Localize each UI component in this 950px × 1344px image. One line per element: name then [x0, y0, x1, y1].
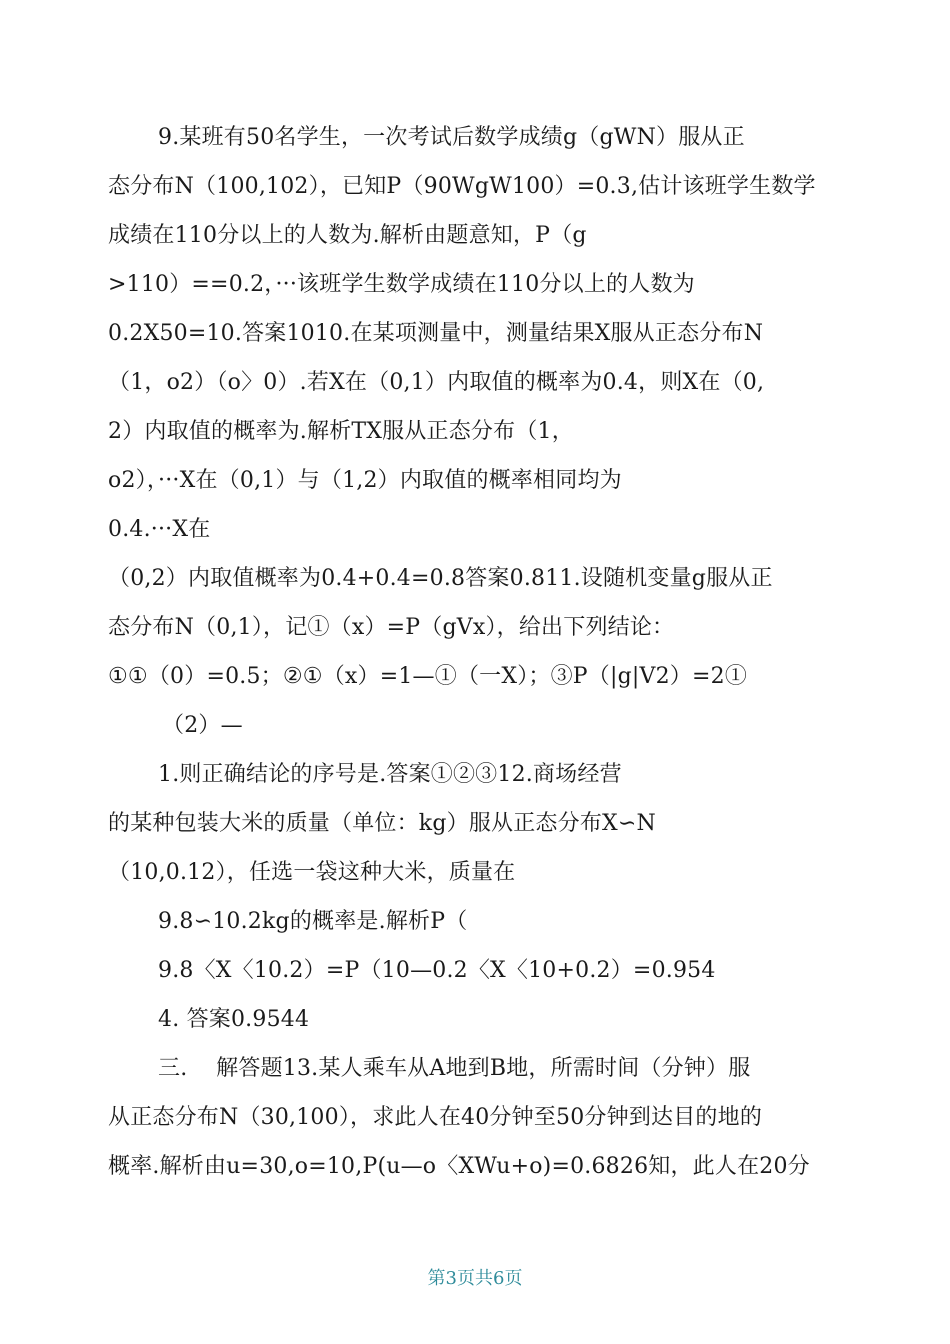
text-line: 成绩在110分以上的人数为.解析由题意知，P（g — [108, 223, 587, 248]
text-line: >110）==0.2，···该班学生数学成绩在110分以上的人数为 — [108, 272, 695, 297]
text-line: 4. 答案0.9544 — [158, 1007, 310, 1032]
text-line: 9.8〈X〈10.2）=P（10—0.2〈X〈10+0.2）=0.954 — [158, 958, 716, 983]
text-line: 0.2X50=10.答案1010.在某项测量中，测量结果X服从正态分布N — [108, 321, 764, 346]
text-line: （1，o2）（o〉0）.若X在（0,1）内取值的概率为0.4，则X在（0, — [108, 370, 765, 395]
text-line: 三. 解答题13.某人乘车从A地到B地，所需时间（分钟）服 — [158, 1056, 751, 1081]
text-line: 1.则正确结论的序号是.答案①②③12.商场经营 — [158, 762, 622, 787]
text-line: ①①（0）=0.5；②①（x）=1—①（一X）；③P（|g|V2）=2① — [108, 664, 748, 689]
text-line: 2）内取值的概率为.解析TX服从正态分布（1， — [108, 419, 574, 444]
text-line: 0.4.···X在 — [108, 517, 211, 542]
text-line: （0,2）内取值概率为0.4+0.4=0.8答案0.811.设随机变量g服从正 — [108, 566, 773, 591]
text-line: （10,0.12），任选一袋这种大米，质量在 — [108, 860, 516, 885]
text-line: 态分布N（0,1），记①（x）=P（gVx），给出下列结论： — [108, 615, 675, 640]
text-line: 9.某班有50名学生，一次考试后数学成绩g（gWN）服从正 — [158, 125, 745, 150]
text-line: 9.8∽10.2kg的概率是.解析P（ — [158, 909, 468, 934]
text-line: 的某种包装大米的质量（单位：kg）服从正态分布X∽N — [108, 811, 656, 836]
text-line: （2）— — [162, 713, 243, 738]
text-line: 态分布N（100,102），已知P（90WgW100）=0.3,估计该班学生数学 — [108, 174, 816, 199]
text-line: 概率.解析由u=30,o=10,P(u—o〈XWu+o)=0.6826知，此人在20分 — [108, 1154, 810, 1179]
text-line: o2），···X在（0,1）与（1,2）内取值的概率相同均为 — [108, 468, 622, 493]
text-line: 从正态分布N（30,100），求此人在40分钟至50分钟到达目的地的 — [108, 1105, 763, 1130]
document-body — [108, 113, 858, 1191]
page-number-footer: 第3页共6页 — [427, 1268, 523, 1289]
